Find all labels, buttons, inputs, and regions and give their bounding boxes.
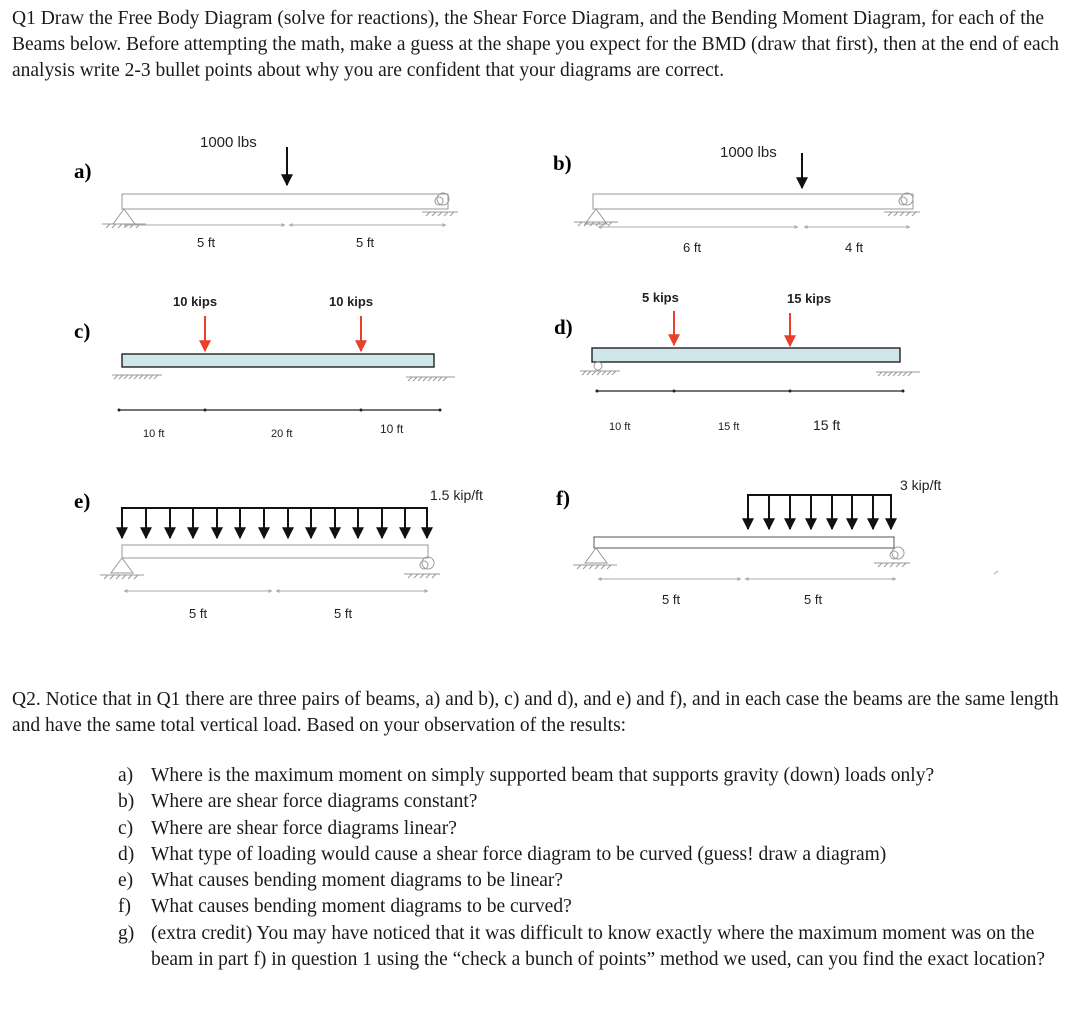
distributed-load-arrows-icon — [122, 508, 427, 538]
beam-b-dim-1: 6 ft — [683, 240, 702, 255]
question-1-text: Q1 Draw the Free Body Diagram (solve for reactions), the Shear Force Diagram, and the Bending Moment Diagram, for each of the Beams below. Before attempting the math, make a guess at the shape you expect for the BMD (draw that first), then at the end of each analysis write 2-3 bullet points about why you are confident that your diagrams are correct. — [12, 8, 1060, 81]
beam-a — [102, 134, 458, 250]
beam-f-load-label: 3 kip/ft — [900, 477, 942, 493]
list-marker: e) — [118, 870, 134, 892]
beam-b-load-label: 1000 lbs — [720, 144, 777, 161]
roller-support-icon — [404, 557, 440, 578]
beam-f-label: f) — [556, 486, 570, 510]
beam-a-member — [122, 194, 448, 209]
pin-support-icon — [100, 558, 144, 579]
beam-f-dim-2: 5 ft — [804, 592, 823, 607]
question-2-list — [118, 763, 1068, 973]
beam-c-dim-1: 10 ft — [143, 428, 165, 440]
beam-d-load-1-label: 5 kips — [642, 290, 679, 305]
beam-f-member — [594, 537, 894, 548]
fixed-support-icon — [876, 372, 920, 376]
beam-d-member — [592, 348, 900, 362]
list-marker: a) — [118, 765, 134, 786]
question-2-text: Q2. Notice that in Q1 there are three pairs of beams, a) and b), c) and d), and e) and f), and in each case the beams are the same length and have the same total vertical load. Based on your observation of the results: — [12, 689, 1059, 736]
beam-c-load-2-label: 10 kips — [329, 294, 374, 309]
beam-d-dim-2: 15 ft — [718, 421, 740, 433]
beam-f — [573, 477, 941, 607]
list-item — [118, 842, 1068, 868]
beam-e-load-label: 1.5 kip/ft — [430, 487, 483, 503]
beam-c-label: c) — [74, 319, 91, 343]
list-item-text: Where are shear force diagrams constant? — [151, 791, 478, 813]
list-item — [118, 789, 1068, 815]
list-marker: c) — [118, 817, 134, 839]
list-item-text: Where is the maximum moment on simply supported beam that supports gravity (down) loads only? — [151, 765, 935, 786]
list-item — [118, 894, 1068, 920]
fixed-support-icon — [112, 375, 162, 379]
beam-b-dim-2: 4 ft — [845, 240, 864, 255]
list-item-text: Where are shear force diagrams linear? — [151, 817, 457, 839]
list-marker: g) — [118, 922, 135, 944]
beam-c-dim-3: 10 ft — [380, 422, 404, 436]
beam-e-member — [122, 545, 428, 558]
pin-support-icon — [573, 548, 617, 569]
beam-d-load-2-label: 15 kips — [787, 291, 832, 306]
list-item — [118, 868, 1068, 894]
beam-a-label: a) — [74, 159, 92, 183]
list-item-text: (extra credit) You may have noticed that it was difficult to know exactly where the maximum moment was on the beam in part f) in question 1 using the “check a bunch of points” method we used, can you find the exact location? — [151, 922, 1046, 971]
beam-a-dim-2: 5 ft — [356, 235, 375, 250]
list-item — [118, 816, 1068, 842]
beam-c-member — [122, 354, 434, 367]
beam-e-dim-1: 5 ft — [189, 606, 208, 621]
distributed-load-arrows-icon — [748, 495, 891, 529]
beam-d-label: d) — [554, 315, 573, 339]
beam-d — [580, 290, 920, 433]
beam-c-dim-2: 20 ft — [271, 428, 293, 440]
list-marker: d) — [118, 843, 135, 865]
beam-e-label: e) — [74, 489, 91, 513]
list-item — [118, 763, 1068, 789]
stray-mark — [994, 571, 998, 574]
list-item — [118, 921, 1068, 974]
roller-support-icon — [874, 547, 910, 567]
beam-a-dim-1: 5 ft — [197, 235, 216, 250]
list-item-text: What causes bending moment diagrams to be linear? — [151, 870, 564, 892]
pin-support-icon — [574, 209, 618, 226]
list-item-text: What type of loading would cause a shear force diagram to be curved (guess! draw a diagram) — [151, 843, 887, 865]
beam-a-load-label: 1000 lbs — [200, 134, 257, 151]
beam-e — [100, 487, 483, 621]
beam-d-dim-3: 15 ft — [813, 417, 841, 433]
roller-support-icon — [594, 362, 602, 370]
beam-b — [574, 144, 920, 255]
list-item-text: What causes bending moment diagrams to be curved? — [151, 896, 572, 918]
beam-f-dim-1: 5 ft — [662, 592, 681, 607]
beam-c — [112, 294, 455, 440]
beam-b-label: b) — [553, 151, 572, 175]
list-marker: b) — [118, 791, 135, 813]
beam-c-load-1-label: 10 kips — [173, 294, 218, 309]
beam-d-dim-1: 10 ft — [609, 421, 631, 433]
fixed-support-icon — [580, 371, 620, 375]
beam-b-member — [593, 194, 913, 209]
list-marker: f) — [118, 896, 131, 918]
fixed-support-icon — [406, 377, 455, 381]
beam-e-dim-2: 5 ft — [334, 606, 353, 621]
